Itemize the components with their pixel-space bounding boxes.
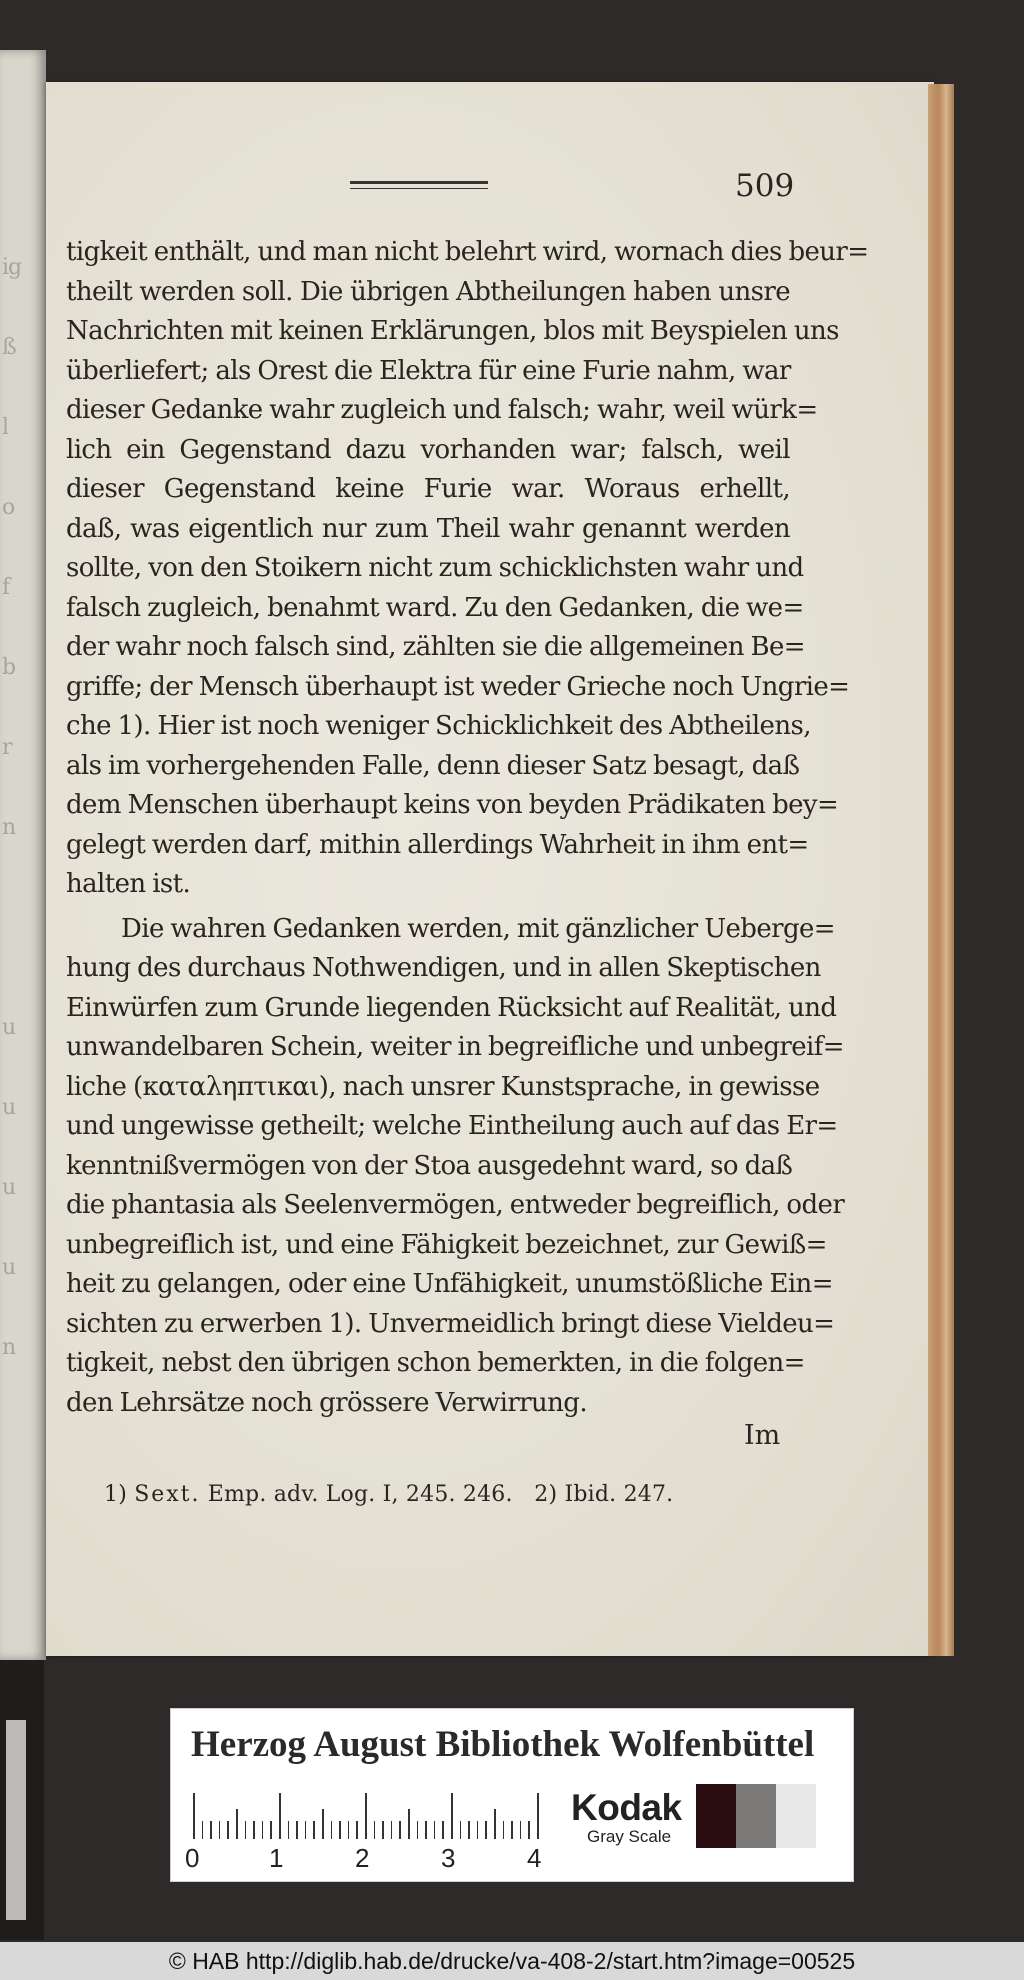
text-line: liche (καταληπτικαι), nach unsrer Kunstsprache, in gewisse	[66, 1071, 820, 1102]
ruler-tick	[236, 1809, 238, 1839]
ruler-tick	[477, 1821, 479, 1839]
footnote	[104, 1482, 673, 1507]
ghost-text: l	[2, 415, 9, 440]
text-line: kenntnißvermögen von der Stoa ausgedehnt ward, so daß	[66, 1150, 793, 1181]
ruler-tick	[408, 1809, 410, 1839]
ghost-text: ß	[2, 335, 16, 360]
text-line: sichten zu erwerben 1). Unvermeidlich bringt diese Vieldeu=	[66, 1308, 835, 1339]
ruler-tick	[339, 1821, 341, 1839]
ruler-tick	[511, 1821, 513, 1839]
text-line: halten ist.	[66, 869, 191, 899]
text-line: dieser Gegenstand keine Furie war. Woraus erhellt,	[66, 474, 790, 504]
ghost-text: n	[2, 1335, 16, 1360]
page-edge	[928, 84, 954, 1656]
swatch-light	[776, 1784, 816, 1848]
ruler-tick	[434, 1821, 436, 1839]
text-line: die phantasia als Seelenvermögen, entweder begreiflich, oder	[66, 1190, 845, 1220]
ruler-tick	[399, 1821, 401, 1839]
footnote-marker: 1)	[104, 1482, 127, 1507]
text-line: und ungewisse getheilt; welche Eintheilung auch auf das Er=	[66, 1111, 838, 1141]
ruler-tick	[494, 1809, 496, 1839]
ruler-tick	[270, 1821, 272, 1839]
paragraph-start: Die wahren Gedanken werden, mit gänzlicher Ueberge=	[121, 913, 835, 944]
ruler-tick	[296, 1821, 298, 1839]
ruler-tick	[305, 1821, 307, 1839]
ruler	[193, 1793, 553, 1839]
text-line: tigkeit enthält, und man nicht belehrt wird, wornach dies beur=	[66, 237, 869, 267]
text-line: gelegt werden darf, mithin allerdings Wahrheit in ihm ent=	[66, 829, 809, 860]
text-line: als im vorhergehenden Falle, denn dieser Satz besagt, daß	[66, 750, 800, 781]
ruler-tick	[193, 1793, 195, 1839]
ruler-tick	[210, 1821, 212, 1839]
ruler-tick	[313, 1821, 315, 1839]
ruler-number: 3	[441, 1843, 456, 1873]
ruler-tick	[365, 1793, 367, 1839]
footnote-reference: Ibid. 247.	[564, 1482, 674, 1507]
footnote-marker: 2)	[534, 1482, 558, 1507]
ruler-tick	[442, 1821, 444, 1839]
ghost-text: b	[2, 655, 16, 680]
text-line: unwandelbaren Schein, weiter in begreifliche und unbegreif=	[66, 1032, 844, 1062]
ruler-tick	[460, 1821, 462, 1839]
grayscale-label: Gray Scale	[587, 1827, 672, 1846]
ruler-tick	[202, 1821, 204, 1839]
swatch-mid	[736, 1784, 776, 1848]
ruler-tick	[253, 1821, 255, 1839]
ruler-tick	[356, 1821, 358, 1839]
text-line: unbegreiflich ist, und eine Fähigkeit bezeichnet, zur Gewiß=	[66, 1229, 827, 1260]
ruler-tick	[288, 1821, 290, 1839]
text-line: den Lehrsätze noch grössere Verwirrung.	[66, 1387, 587, 1418]
ghost-text: r	[2, 735, 12, 760]
library-title: Herzog August Bibliothek Wolfenbüttel	[191, 1724, 815, 1765]
page-number: 509	[735, 168, 795, 204]
ruler-numbers	[185, 1843, 585, 1873]
text-line: der wahr noch falsch sind, zählten sie die allgemeinen Be=	[66, 632, 805, 662]
ruler-tick	[485, 1821, 487, 1839]
ruler-tick	[451, 1793, 453, 1839]
ruler-tick	[382, 1821, 384, 1839]
ruler-tick	[425, 1821, 427, 1839]
ruler-tick	[322, 1809, 324, 1839]
footnote-author: Sext.	[134, 1482, 201, 1507]
ruler-tick	[391, 1821, 393, 1839]
text-line: tigkeit, nebst den übrigen schon bemerkten, in die folgen=	[66, 1348, 805, 1378]
ruler-number: 0	[185, 1843, 200, 1873]
ghost-text: f	[2, 575, 10, 600]
text-line: heit zu gelangen, oder eine Unfähigkeit, unumstößliche Ein=	[66, 1269, 833, 1299]
ruler-tick	[279, 1793, 281, 1839]
text-line: daß, was eigentlich nur zum Theil wahr genannt werden	[66, 513, 790, 544]
body-text	[66, 233, 869, 1423]
header-rule	[350, 181, 488, 189]
copyright-footer: © HAB http://diglib.hab.de/drucke/va-408-2/start.htm?image=00525	[0, 1942, 1024, 1980]
text-line: griffe; der Mensch überhaupt ist weder Grieche noch Ungrie=	[66, 671, 850, 702]
ruler-tick	[219, 1821, 221, 1839]
ruler-number: 2	[355, 1843, 370, 1873]
swatch-dark	[696, 1784, 736, 1848]
ruler-tick	[537, 1793, 539, 1839]
text-line: falsch zugleich, benahmt ward. Zu den Gedanken, die we=	[66, 592, 804, 623]
text-line: lich ein Gegenstand dazu vorhanden war; falsch, weil	[66, 434, 790, 465]
text-line: hung des durchaus Nothwendigen, und in allen Skeptischen	[66, 953, 821, 983]
kodak-logo: Kodak	[571, 1787, 682, 1828]
ghost-text: n	[2, 815, 16, 840]
ruler-tick	[227, 1821, 229, 1839]
text-line: theilt werden soll. Die übrigen Abtheilungen haben unsre	[66, 276, 790, 307]
text-line: dieser Gedanke wahr zugleich und falsch; wahr, weil würk=	[66, 395, 818, 425]
ruler-tick	[245, 1821, 247, 1839]
ghost-text: u	[2, 1255, 16, 1280]
text-line: dem Menschen überhaupt keins von beyden Prädikaten bey=	[66, 790, 839, 820]
text-line: überliefert; als Orest die Elektra für eine Furie nahm, war	[66, 355, 791, 386]
left-dark-strip	[0, 1660, 44, 1940]
facing-page-edge	[0, 50, 46, 1660]
color-target-card	[170, 1708, 854, 1882]
catchword: Im	[744, 1420, 781, 1451]
ghost-text: u	[2, 1095, 16, 1120]
text-line: Einwürfen zum Grunde liegenden Rücksicht auf Realität, und	[66, 992, 837, 1023]
ruler-tick	[503, 1821, 505, 1839]
ghost-text: u	[2, 1015, 16, 1040]
ruler-tick	[374, 1821, 376, 1839]
text-line: sollte, von den Stoikern nicht zum schicklichsten wahr und	[66, 553, 804, 583]
ruler-tick	[468, 1821, 470, 1839]
ruler-tick	[331, 1821, 333, 1839]
ruler-tick	[417, 1821, 419, 1839]
ruler-tick	[262, 1821, 264, 1839]
ghost-text: u	[2, 1175, 16, 1200]
ruler-tick	[520, 1821, 522, 1839]
text-line: che 1). Hier ist noch weniger Schicklichkeit des Abtheilens,	[66, 711, 811, 741]
footnote-reference: Emp. adv. Log. I, 245. 246.	[207, 1482, 513, 1507]
ruler-number: 1	[269, 1843, 284, 1873]
ruler-tick	[528, 1821, 530, 1839]
ghost-text: o	[2, 495, 15, 520]
ruler-tick	[348, 1821, 350, 1839]
text-line: Nachrichten mit keinen Erklärungen, blos mit Beyspielen uns	[66, 316, 839, 346]
ghost-text: ig	[2, 255, 22, 280]
ruler-number: 4	[527, 1843, 542, 1873]
